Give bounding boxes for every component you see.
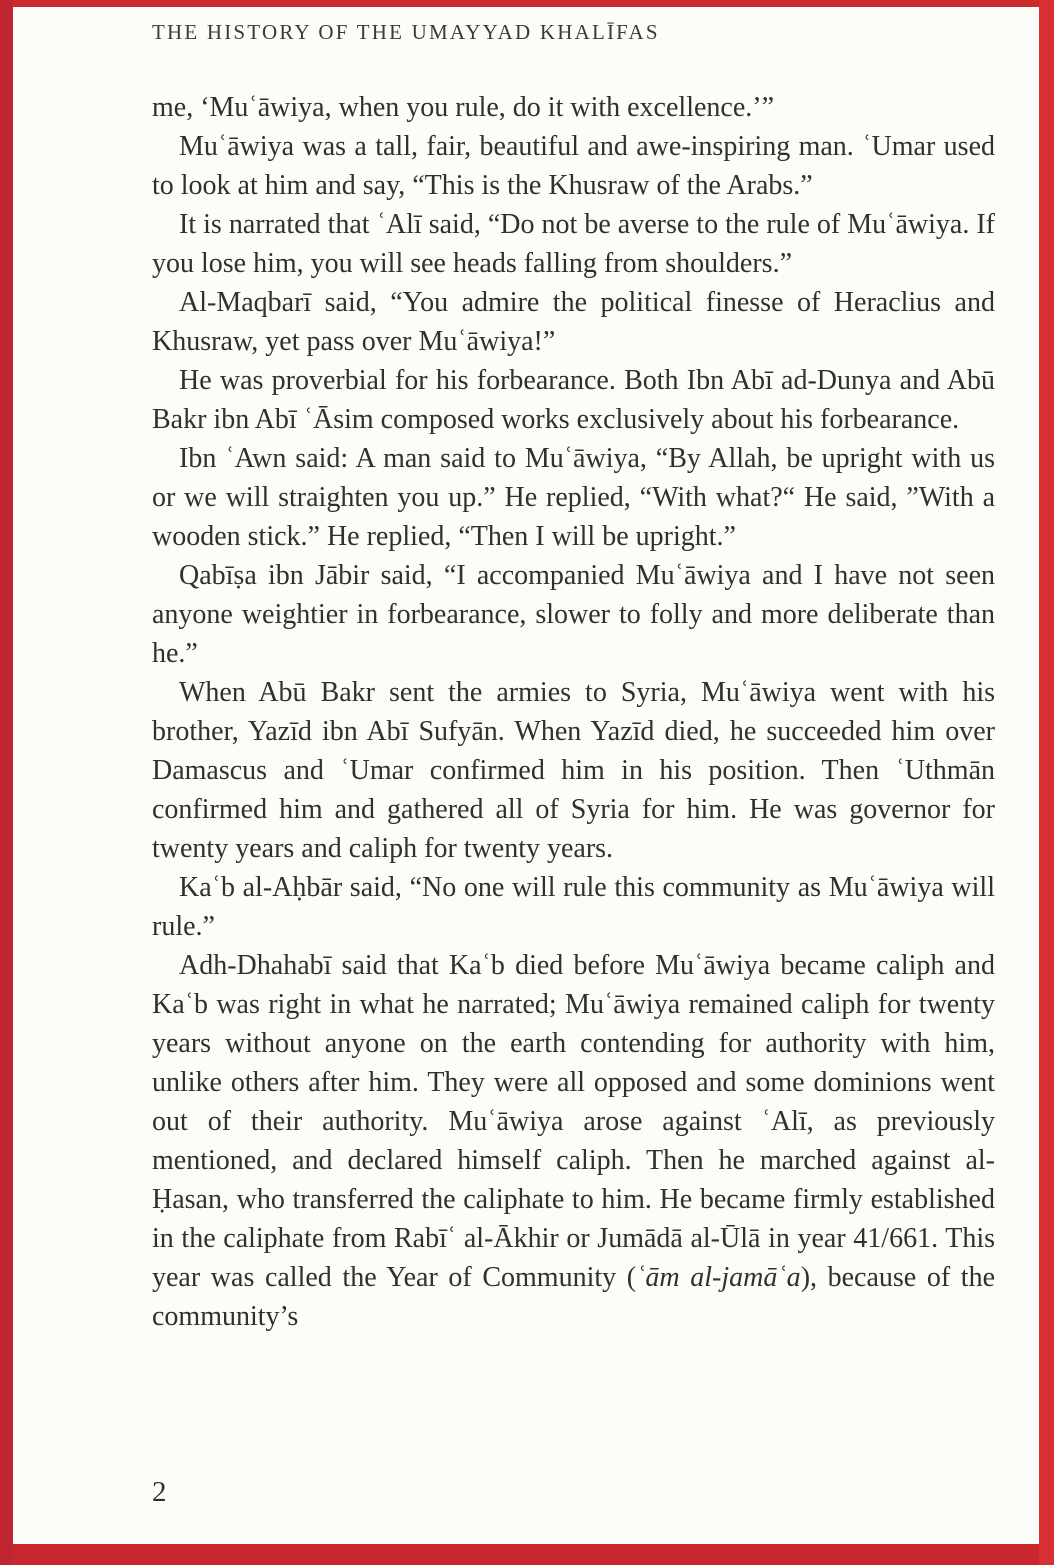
text-segment: When Abū Bakr sent the armies to Syria, Muʿāwiya went with his brother, Yazīd ibn Abī Sufyān. When Yazīd died, he succeeded him over Damascus and ʿUmar confirmed him in his position. Then ʿUthmān confirmed him and gathered all of Syria for him. He was governor for twenty years and caliph for twenty years. [152,677,995,864]
text-segment: ), because of the community’s [152,1262,995,1332]
italic-phrase: ʿām al-jamāʿa [636,1262,801,1293]
paragraph [152,361,995,439]
page-number: 2 [152,1476,167,1508]
text-segment: Ibn ʿAwn said: A man said to Muʿāwiya, “By Allah, be upright with us or we will straighten you up.” He replied, “With what?“ He said, ”With a wooden stick.” He replied, “Then I will be upright.” [152,443,995,552]
paragraph [152,205,995,283]
paragraph [152,88,995,127]
text-segment: Muʿāwiya was a tall, fair, beautiful and awe-inspiring man. ʿUmar used to look at him and say, “This is the Khusraw of the Arabs.” [152,131,995,201]
text-segment: Al-Maqbarī said, “You admire the political finesse of Heraclius and Khusraw, yet pass over Muʿāwiya!” [152,287,995,357]
text-segment: It is narrated that ʿAlī said, “Do not be averse to the rule of Muʿāwiya. If you lose him, you will see heads falling from shoulders.” [152,209,995,279]
body-text [152,88,995,1336]
text-segment: Kaʿb al-Aḥbār said, “No one will rule this community as Muʿāwiya will rule.” [152,872,995,942]
paragraph [152,127,995,205]
text-segment: Adh-Dhahabī said that Kaʿb died before Muʿāwiya became caliph and Kaʿb was right in what he narrated; Muʿāwiya remained caliph for twenty years without anyone on the earth contending for authority with him, unlike others after him. They were all opposed and some dominions went out of their authority. Muʿāwiya arose against ʿAlī, as previously mentioned, and declared himself caliph. Then he marched against al-Ḥasan, who transferred the caliphate to him. He became firmly established in the caliphate from Rabīʿ al-Ākhir or Jumādā al-Ūlā in year 41/661. This year was called the Year of Community ( [152,950,995,1293]
paragraph [152,946,995,1336]
text-segment: me, ‘Muʿāwiya, when you rule, do it with excellence.’” [152,92,775,123]
paragraph [152,439,995,556]
text-segment: He was proverbial for his forbearance. Both Ibn Abī ad-Dunya and Abū Bakr ibn Abī ʿĀsim composed works exclusively about his forbearance. [152,365,995,435]
paragraph [152,673,995,868]
text-segment: Qabīṣa ibn Jābir said, “I accompanied Muʿāwiya and I have not seen anyone weightier in forbearance, slower to folly and more deliberate than he.” [152,560,995,669]
running-header: THE HISTORY OF THE UMAYYAD KHALĪFAS [152,20,660,44]
paragraph [152,556,995,673]
paragraph [152,868,995,946]
paragraph [152,283,995,361]
